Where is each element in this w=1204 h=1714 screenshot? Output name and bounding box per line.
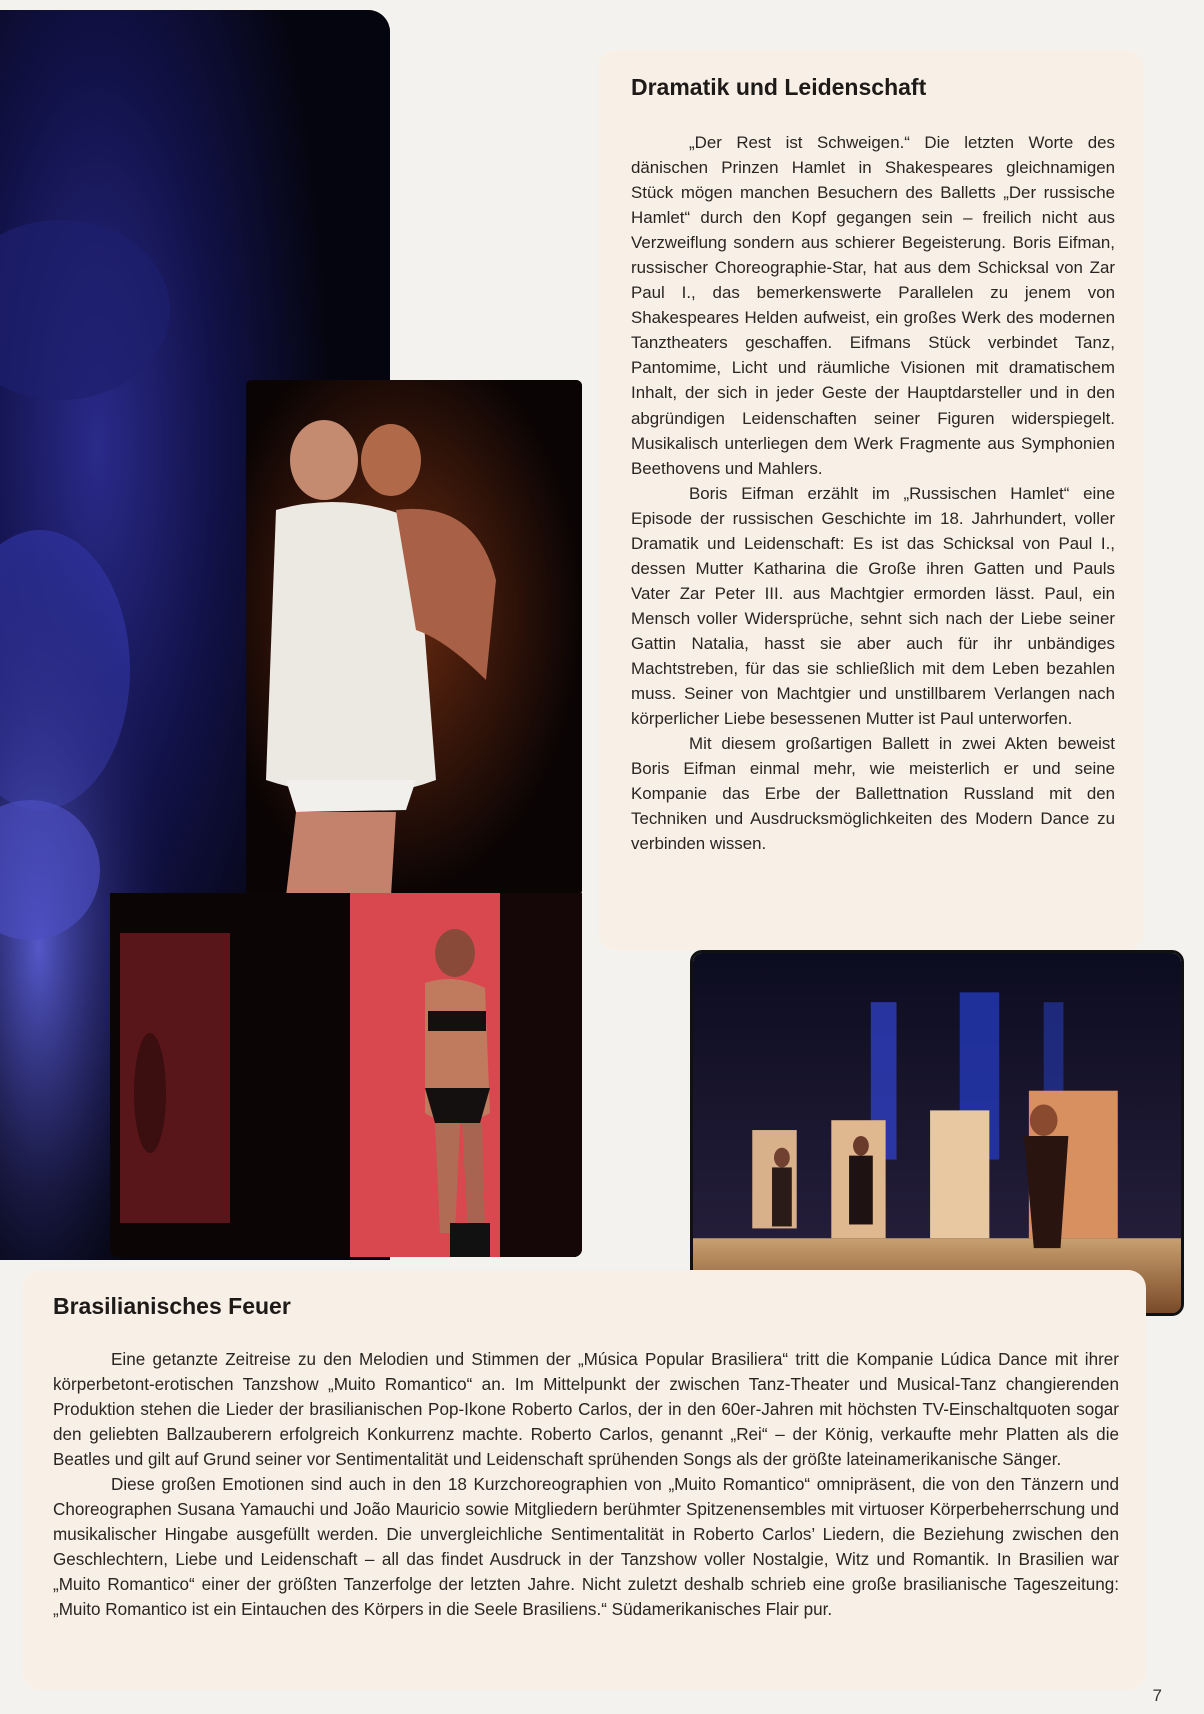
photo-red-stage: [110, 893, 582, 1257]
page-number: 7: [1152, 1686, 1162, 1705]
article-body-brasilianisch: [53, 1347, 1119, 1623]
photo-couple-embrace: [246, 380, 582, 896]
paragraph: Boris Eifman erzählt im „Russischen Hamlet“ eine Episode der russischen Geschichte im 18. Jahrhundert, voller Dramatik und Leidenschaft: Es ist das Schicksal von Paul I., dessen Mutter Katharina die Große ihren Gatten und Pauls Vater Zar Peter III. aus Machtgier ermorden lässt. Paul, ein Mensch voller Widersprüche, sehnt sich nach der Liebe seiner Gattin Natalia, hasst sie aber auch für ihr unbändiges Machtstreben, für das sie schließlich mit dem Leben bezahlen muss. Seiner von Machtgier und unstillbarem Verlangen nach körperlicher Liebe besessenen Mutter ist Paul unterworfen.: [631, 483, 1115, 729]
paragraph: Eine getanzte Zeitreise zu den Melodien und Stimmen der „Música Popular Brasiliera“ tritt die Kompanie Lúdica Dance mit ihrer körperbetont-erotischen Tanzshow „Muito Romantico“ an. Im Mittelpunkt der zwischen Tanz-Theater und Musical-Tanz changierenden Produktion stehen die Lieder der brasilianischen Pop-Ikone Roberto Carlos, der in den 60er-Jahren mit höchsten TV-Einschaltquoten sogar den geliebten Ballzauberern erfolgreich Konkurrenz machte. Roberto Carlos, genannt „Rei“ – der König, verkaufte mehr Platten als die Beatles und gilt auf Grund seiner vor Sentimentalität und Leidenschaft sprühenden Songs als der größte lateinamerikanische Sänger.: [53, 1350, 1119, 1470]
paragraph: Diese großen Emotionen sind auch in den 18 Kurzchoreographien von „Muito Romantico“ omnipräsent, die von den Tänzern und Choreographen Susana Yamauchi und João Mauricio sowie Mitgliedern berühmter Spitzenensembles mit virtuoser Körperbeherrschung und musikalischer Hingabe ausgefüllt werden. Die unvergleichliche Sentimentalität in Roberto Carlos’ Liedern, die Beziehung zwischen den Geschlechtern, Liebe und Leidenschaft – all das findet Ausdruck in der Tanzshow voller Nostalgie, Witz und Romantik. In Brasilien war „Muito Romantico“ einer der größten Tanzerfolge der letzten Jahre. Nicht zuletzt deshalb schrieb eine große brasilianische Tageszeitung: „Muito Romantico ist ein Eintauchen des Körpers in die Seele Brasiliens.“ Südamerikanisches Flair pur.: [53, 1475, 1119, 1620]
heading-brasilianisch: Brasilianisches Feuer: [53, 1293, 291, 1319]
paragraph: Mit diesem großartigen Ballett in zwei Akten beweist Boris Eifman einmal mehr, wie meisterlich er und seine Kompanie das Erbe der Ballettnation Russland mit den Techniken und Ausdrucksmöglichkeiten des Modern Dance zu verbinden wissen.: [631, 734, 1115, 854]
article-body-dramatik: [631, 130, 1115, 856]
photo-brazil-stage: [690, 950, 1184, 1316]
paragraph: „Der Rest ist Schweigen.“ Die letzten Worte des dänischen Prinzen Hamlet in Shakespeares gleichnamigen Stück mögen manchen Besuchern des Balletts „Der russische Hamlet“ durch den Kopf gegangen sein – freilich nicht aus Verzweiflung sondern aus schierer Begeisterung. Boris Eifman, russischer Choreographie-Star, hat aus dem Schicksal von Zar Paul I., das bemerkenswerte Parallelen zu jenem von Shakespeares Helden aufweist, ein großes Werk des modernen Tanztheaters geschaffen. Eifmans Stück verbindet Tanz, Pantomime, Licht und räumliche Visionen mit dramatischem Inhalt, der sich in jeder Geste der Hauptdarsteller und in den abgründigen Leidenschaften seiner Figuren widerspiegelt. Musikalisch unterliegen dem Werk Fragmente aus Symphonien Beethovens und Mahlers.: [631, 133, 1115, 478]
heading-dramatik: Dramatik und Leidenschaft: [631, 74, 927, 100]
